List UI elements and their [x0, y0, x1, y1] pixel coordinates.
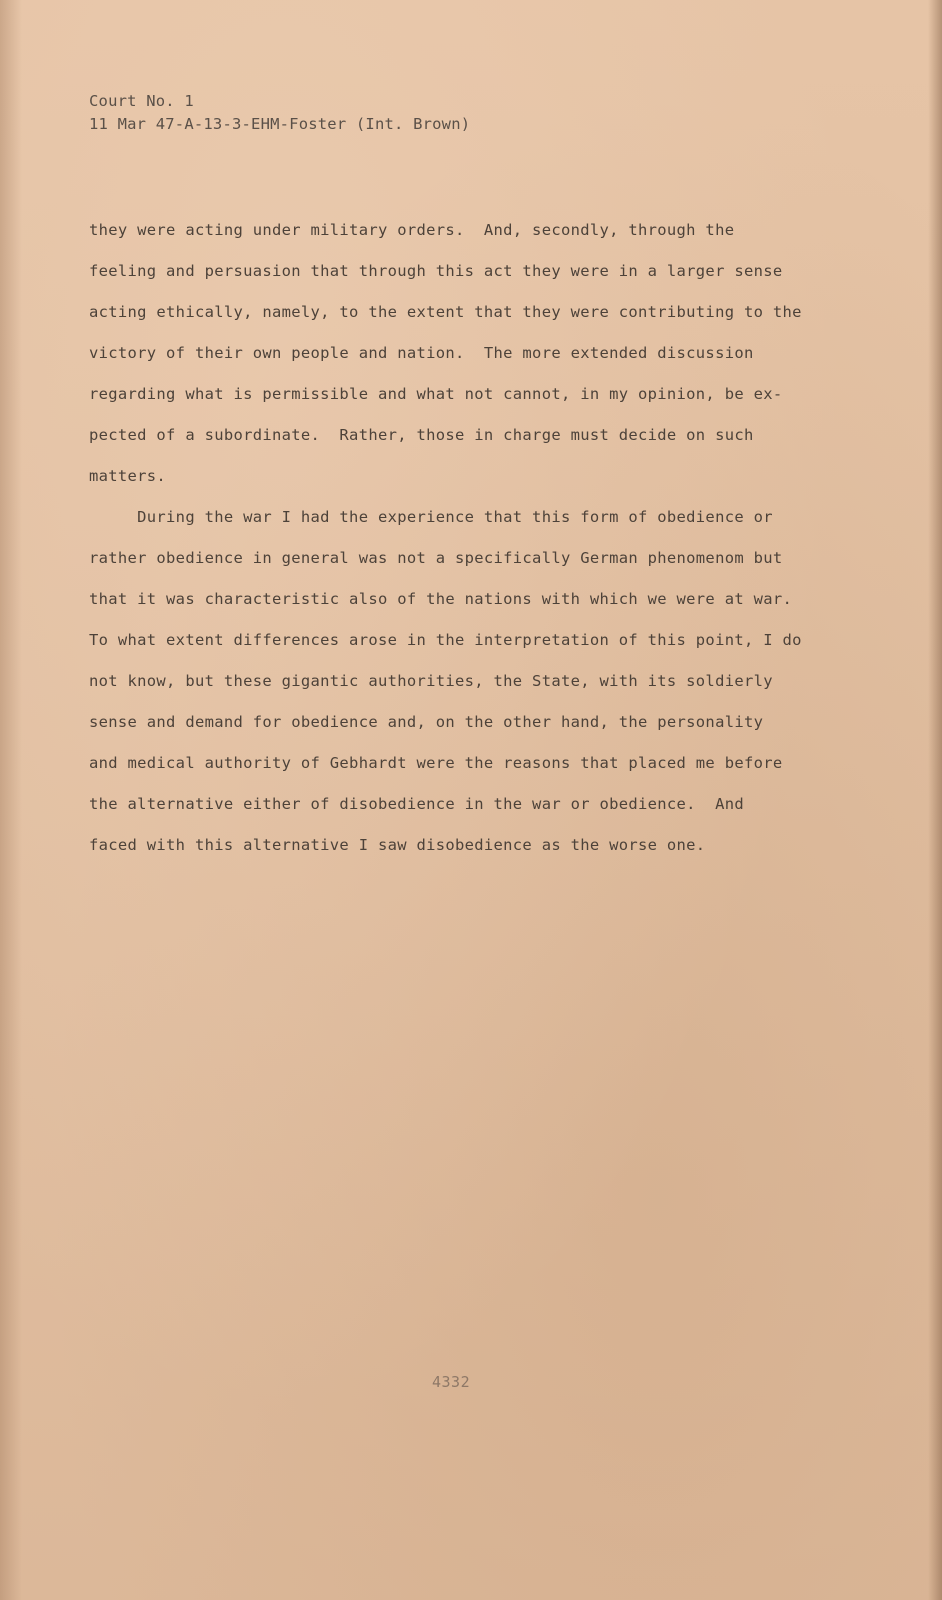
document-header: [89, 90, 470, 136]
text-line: that it was characteristic also of the nations with which we were at war.: [89, 590, 793, 608]
text-line: During the war I had the experience that this form of obedience or: [89, 508, 773, 526]
court-number: Court No. 1: [89, 92, 194, 110]
document-reference: 11 Mar 47-A-13-3-EHM-Foster (Int. Brown): [89, 115, 471, 133]
text-line: acting ethically, namely, to the extent that they were contributing to the: [89, 303, 802, 321]
text-line: and medical authority of Gebhardt were the reasons that placed me before: [89, 754, 783, 772]
text-line: faced with this alternative I saw disobedience as the worse one.: [89, 836, 706, 854]
text-line: pected of a subordinate. Rather, those in charge must decide on such: [89, 426, 754, 444]
text-line: matters.: [89, 467, 167, 485]
paper-edge-left: [0, 0, 22, 1600]
text-line: To what extent differences arose in the interpretation of this point, I do: [89, 631, 802, 649]
text-line: the alternative either of disobedience in the war or obedience. And: [89, 795, 744, 813]
text-line: they were acting under military orders. And, secondly, through the: [89, 221, 735, 239]
text-line: regarding what is permissible and what not cannot, in my opinion, be ex-: [89, 385, 783, 403]
text-line: rather obedience in general was not a specifically German phenomenom but: [89, 549, 783, 567]
transcript-body: [89, 210, 849, 866]
text-line: not know, but these gigantic authorities, the State, with its soldierly: [89, 672, 773, 690]
text-line: sense and demand for obedience and, on the other hand, the personality: [89, 713, 764, 731]
text-line: victory of their own people and nation. The more extended discussion: [89, 344, 754, 362]
text-line: feeling and persuasion that through this act they were in a larger sense: [89, 262, 783, 280]
page-number: 4332: [432, 1373, 471, 1391]
paper-edge-right: [928, 0, 942, 1600]
